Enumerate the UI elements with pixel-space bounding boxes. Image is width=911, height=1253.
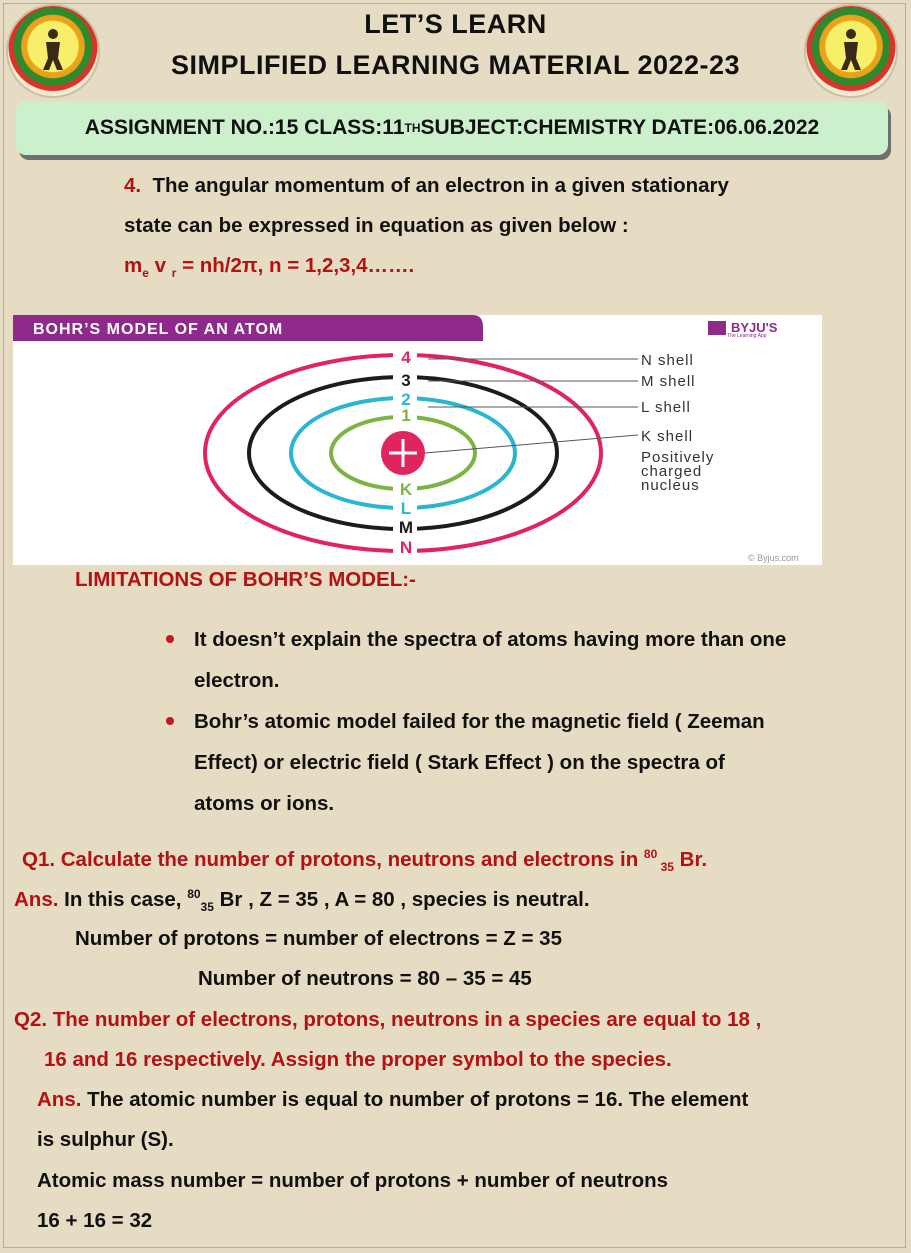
q2-ans-label: Ans. <box>37 1088 82 1111</box>
byjus-brand-sub: The Learning App <box>727 333 767 339</box>
shell-letter-n: N <box>399 538 413 557</box>
point4-number: 4. <box>124 174 142 197</box>
bullet-icon <box>166 635 174 643</box>
q1-end: Br. <box>673 847 708 871</box>
bohr-model-svg <box>13 315 822 565</box>
label-n-shell: N shell <box>641 352 694 369</box>
eq-m: m <box>124 254 143 277</box>
assignment-info-box <box>16 101 888 155</box>
point4-line2: state can be expressed in equation as given below : <box>124 214 629 237</box>
label-nucleus-1: Positively <box>641 449 715 466</box>
limitations-list <box>166 619 886 824</box>
q2-answer-line2: is sulphur (S). <box>37 1128 174 1151</box>
q1-ans-sup: 80 <box>187 887 201 901</box>
q2-answer-line3: Atomic mass number = number of protons + number of neutrons <box>37 1169 669 1192</box>
q2-question-line2: 16 and 16 respectively. Assign the proper symbol to the species. <box>44 1048 672 1071</box>
label-nucleus-3: nucleus <box>641 477 700 494</box>
eq-rest: = nh/2π, n = 1,2,3,4……. <box>176 254 415 277</box>
label-m-shell: M shell <box>641 373 696 390</box>
assignment-prefix: ASSIGNMENT NO.:15 CLASS:11 <box>84 116 405 139</box>
bullet-icon <box>166 717 174 725</box>
shell-number-1: 1 <box>401 406 411 425</box>
assignment-sup: TH <box>404 121 421 135</box>
shell-letter-l: L <box>400 499 412 518</box>
limitation-1-line2: electron. <box>194 669 280 692</box>
list-item <box>166 619 886 701</box>
label-l-shell: L shell <box>641 399 691 416</box>
q1-answer-line3: Number of neutrons = 80 – 35 = 45 <box>198 967 532 990</box>
limitations-heading: LIMITATIONS OF BOHR’S MODEL:- <box>75 568 416 591</box>
q1-ans-sub: 35 <box>200 899 214 914</box>
limitation-2-line3: atoms or ions. <box>194 792 335 815</box>
q2-answer-line4: 16 + 16 = 32 <box>37 1209 153 1232</box>
q2-question-line1: Q2. The number of electrons, protons, neutrons in a species are equal to 18 , <box>14 1008 762 1031</box>
diagram-credit: © Byjus.com <box>748 553 799 563</box>
q1-ans-part-b: Br , Z = 35 , A = 80 , species is neutral. <box>213 887 590 911</box>
eq-sub-r: r <box>171 266 177 281</box>
limitation-1-line1: It doesn’t explain the spectra of atoms having more than one <box>194 628 787 651</box>
q1-ans-label: Ans. <box>14 887 59 911</box>
q1-answer-line2: Number of protons = number of electrons = Z = 35 <box>75 927 562 950</box>
angular-momentum-equation <box>124 246 884 293</box>
label-nucleus-2: charged <box>641 463 703 480</box>
eq-sub-e: e <box>142 266 149 281</box>
header-subtitle: SIMPLIFIED LEARNING MATERIAL 2022-23 <box>170 50 741 80</box>
list-item <box>166 701 886 824</box>
point4-paragraph <box>124 166 884 293</box>
assignment-suffix: SUBJECT:CHEMISTRY DATE:06.06.2022 <box>420 116 820 139</box>
q1-answer-line1 <box>14 887 590 914</box>
limitation-2-line2: Effect) or electric field ( Stark Effect ) on the spectra of <box>194 751 725 774</box>
q2-answer-line1 <box>37 1088 748 1112</box>
shell-letter-k: K <box>399 480 413 499</box>
eq-v: v <box>148 254 172 277</box>
header-title: LET’S LEARN <box>364 9 547 39</box>
q1-atomic-sub: 35 <box>657 859 674 874</box>
limitation-2-line1: Bohr’s atomic model failed for the magnetic field ( Zeeman <box>194 710 765 733</box>
q1-question <box>22 847 707 874</box>
shell-number-3: 3 <box>401 371 411 390</box>
q1-mass-sup: 80 <box>643 847 658 861</box>
point4-line1: The angular momentum of an electron in a given stationary <box>152 174 729 197</box>
shell-number-2: 2 <box>401 390 411 409</box>
shell-number-4: 4 <box>401 348 411 367</box>
q1-ans-part-a: In this case, <box>58 887 188 911</box>
q1-text: Q1. Calculate the number of protons, neutrons and electrons in <box>22 847 644 871</box>
q2-ans-text: The atomic number is equal to number of protons = 16. The element <box>81 1088 749 1111</box>
label-k-shell: K shell <box>641 428 694 445</box>
bohr-model-diagram <box>13 315 822 565</box>
diagram-banner-text: BOHR’S MODEL OF AN ATOM <box>33 321 284 338</box>
shell-letter-m: M <box>398 518 414 537</box>
byjus-logo-icon <box>708 321 726 335</box>
byjus-brand: BYJU'S <box>731 320 778 335</box>
